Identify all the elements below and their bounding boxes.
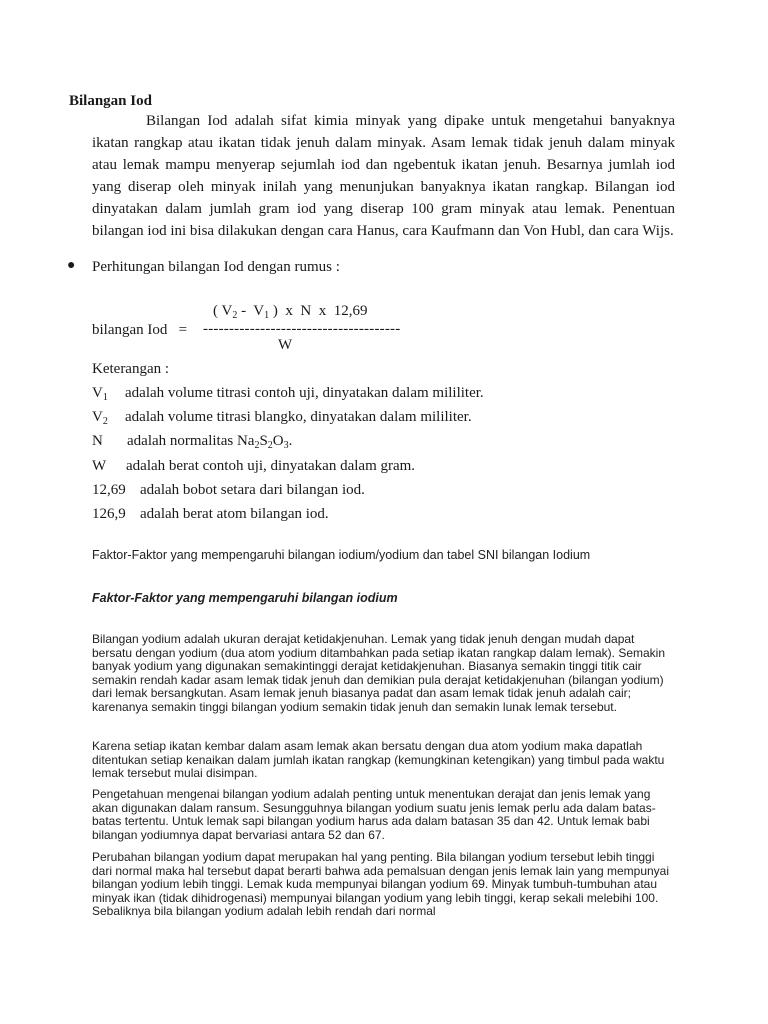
definition-text: adalah volume titrasi contoh uji, dinyatakan dalam mililiter.: [125, 385, 484, 401]
definition-symbol: $V_1$: [92, 385, 108, 403]
section2-paragraph-3: Pengetahuan mengenai bilangan yodium adalah penting untuk menentukan derajat dan jenis lemak yang akan digunakan dalam ransum. Sesungguhnya bilangan yodium suatu jenis lemak perlu ada dalam batas-batas tertentu. Untuk lemak sapi bilangan yodium harus ada dalam batasan 35 dan 42. Untuk lemak babi bilangan yodiumnya dapat bervariasi antara 52 dan 67.: [92, 787, 656, 842]
keterangan-label: Keterangan :: [92, 361, 170, 377]
formula-open: ( V: [213, 303, 233, 319]
formula-lhs: bilangan Iod =: [92, 322, 188, 338]
formula-sub-1: 1: [264, 310, 270, 321]
definition-n: [92, 430, 292, 452]
formula-minus: - V: [237, 303, 265, 319]
intro-paragraph: Bilangan Iod adalah sifat kimia minyak yang dipake untuk mengetahui banyaknya ikatan rangkap atau ikatan tidak jenuh dalam minyak. Asam lemak tidak jenuh dalam minyak atau lemak mampu menyerap sejumlah iod dan ngebentuk ikatan jenuh. Besarnya jumlah iod yang diserap oleh minyak inilah yang menunjukan banyaknya ikatan rangkap. Bilangan iod dinyatakan dalam jumlah gram iod yang diserap 100 gram minyak atau lemak. Penentuan bilangan iod ini bisa dilakukan dengan cara Hanus, cara Kaufmann dan Von Hubl, dan cara Wijs.: [92, 113, 675, 239]
definition-symbol: N: [92, 433, 103, 449]
section-heading: Bilangan Iod: [69, 93, 152, 109]
section2-subtitle: Faktor-Faktor yang mempengaruhi bilangan iodium: [92, 591, 398, 605]
definition-symbol: 126,9: [92, 506, 126, 522]
formula-fraction-line: --------------------------------------: [203, 321, 401, 337]
section2-paragraph-2: Karena setiap ikatan kembar dalam asam lemak akan bersatu dengan dua atom yodium maka dapatlah ditentukan setiap kenaikan dalam jumlah ikatan rangkap (kemungkinan ketengikan) yang timbul pada waktu lemak tersebut mulai disimpan.: [92, 739, 665, 781]
bullet-dot-icon: ●: [67, 258, 76, 273]
definition-w: [92, 455, 415, 477]
definition-12-69: [92, 479, 365, 501]
formula-sub-2: 2: [232, 310, 238, 321]
definition-text: adalah berat contoh uji, dinyatakan dalam gram.: [126, 458, 416, 474]
section2-paragraph-4: Perubahan bilangan yodium dapat merupakan hal yang penting. Bila bilangan yodium tersebut lebih tinggi dari normal maka hal tersebut dapat berarti bahwa ada pemalsuan dengan jenis lemak lain yang mempunyai bilangan yodium lebih tinggi. Lemak kuda mempunyai bilangan yodium 69. Minyak tumbuh-tumbuhan atau minyak ikan (tidak dihidrogenasi) mempunyai bilangan yodium yang lebih tinggi, kerap sekali melebihi 100. Sebaliknya bila bilangan yodium adalah lebih rendah dari normal: [92, 850, 670, 919]
definition-symbol: 12,69: [92, 482, 126, 498]
definition-126-9: [92, 503, 329, 525]
definition-v2: [92, 406, 472, 428]
formula-denominator: W: [278, 337, 293, 353]
bullet-text: Perhitungan bilangan Iod dengan rumus :: [92, 259, 340, 275]
definition-v1: [92, 382, 484, 404]
definition-text: adalah bobot setara dari bilangan iod.: [140, 482, 365, 498]
definition-symbol: $V_2$: [92, 409, 108, 427]
section2-paragraph-1: Bilangan yodium adalah ukuran derajat ketidakjenuhan. Lemak yang tidak jenuh dengan mudah dapat bersatu dengan yodium (dua atom yodium ditambahkan pada setiap ikatan rangkap dalam lemak). Semakin banyak yodium yang digunakan semakintinggi derajat ketidakjenuhan. Biasanya semakin tinggi titik cair semakin rendah kadar asam lemak tidak jenuh dan demikian pula derajat ketidakjenuhan (bilangan yodium) dari lemak bersangkutan. Asam lemak jenuh biasanya padat dan asam lemak tidak jenuh adalah cair; karenanya semakin tinggi bilangan yodium semakin tidak jenuh dan semakin lunak lemak tersebut.: [92, 632, 665, 714]
definition-text: adalah berat atom bilangan iod.: [140, 506, 329, 522]
definition-symbol: W: [92, 458, 107, 474]
formula-rest: ) x N x 12,69: [269, 303, 368, 319]
definition-text: adalah normalitas $Na_2S_2O_3$.: [127, 433, 293, 451]
definition-text: adalah volume titrasi blangko, dinyatakan dalam mililiter.: [125, 409, 472, 425]
section2-title: Faktor-Faktor yang mempengaruhi bilangan iodium/yodium dan tabel SNI bilangan Iodium: [92, 548, 591, 562]
